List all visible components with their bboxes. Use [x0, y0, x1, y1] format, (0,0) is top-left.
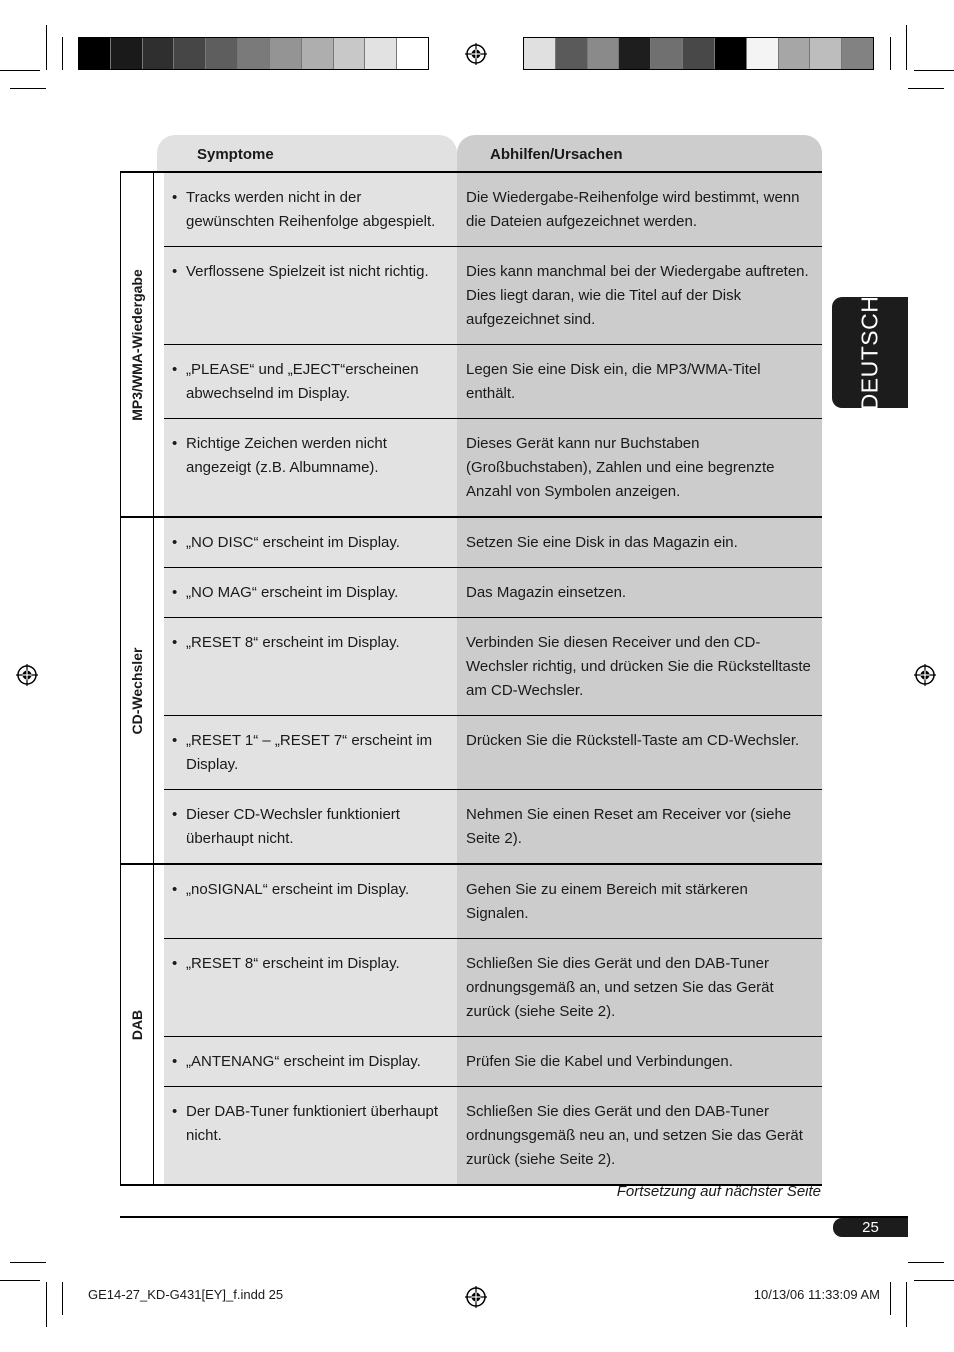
remedy-cell: Prüfen Sie die Kabel und Verbindungen. [457, 1036, 822, 1086]
table-section [120, 518, 822, 865]
section-label-cell [120, 865, 154, 1184]
crop-mark [908, 1262, 944, 1263]
color-swatch [619, 38, 651, 69]
crop-mark [46, 1282, 47, 1327]
crop-mark [62, 1282, 63, 1315]
table-row [154, 715, 822, 789]
symptom-cell: • „RESET 8“ erscheint im Display. [164, 617, 457, 715]
color-swatch [302, 38, 334, 69]
crop-mark [62, 37, 63, 70]
continuation-note: Fortsetzung auf nächster Seite [616, 1183, 821, 1200]
crop-mark [914, 70, 954, 71]
symptom-cell: • Verflossene Spielzeit ist nicht richtig. [164, 246, 457, 344]
remedy-cell: Drücken Sie die Rückstell-Taste am CD-Wechsler. [457, 715, 822, 789]
symptom-cell: • Dieser CD-Wechsler funktioniert überhaupt nicht. [164, 789, 457, 863]
remedy-cell: Setzen Sie eine Disk in das Magazin ein. [457, 518, 822, 567]
symptom-cell: • Tracks werden nicht in der gewünschten Reihenfolge abgespielt. [164, 173, 457, 246]
color-bar-left [78, 37, 429, 70]
color-swatch [747, 38, 779, 69]
crop-mark [10, 1262, 46, 1263]
remedy-cell: Schließen Sie dies Gerät und den DAB-Tuner ordnungsgemäß neu an, und setzen Sie das Gerät zurück (siehe Seite 2). [457, 1086, 822, 1184]
remedy-cell: Verbinden Sie diesen Receiver und den CD-Wechsler richtig, und drücken Sie die Rückstelltaste am CD-Wechsler. [457, 617, 822, 715]
crop-mark [46, 25, 47, 70]
table-row [154, 567, 822, 617]
color-swatch [397, 38, 428, 69]
color-swatch [206, 38, 238, 69]
color-swatch [715, 38, 747, 69]
color-swatch [270, 38, 302, 69]
color-swatch [524, 38, 556, 69]
color-bar-right [523, 37, 874, 70]
troubleshooting-table [120, 171, 822, 1186]
table-row [154, 789, 822, 863]
color-swatch [810, 38, 842, 69]
table-row [154, 246, 822, 344]
color-swatch [79, 38, 111, 69]
section-label: MP3/WMA-Wiedergabe [129, 268, 145, 421]
registration-target-icon [914, 664, 936, 686]
symptom-cell: • „RESET 1“ – „RESET 7“ erscheint im Display. [164, 715, 457, 789]
remedy-cell: Gehen Sie zu einem Bereich mit stärkeren Signalen. [457, 865, 822, 938]
section-label-cell [120, 173, 154, 516]
crop-mark [906, 25, 907, 70]
section-label: DAB [129, 1009, 145, 1040]
color-swatch [556, 38, 588, 69]
color-swatch [683, 38, 715, 69]
footer-file-info: GE14-27_KD-G431[EY]_f.indd 25 [88, 1287, 284, 1302]
crop-mark [908, 88, 944, 89]
color-swatch [174, 38, 206, 69]
color-swatch [365, 38, 397, 69]
crop-mark [10, 88, 46, 89]
color-swatch [651, 38, 683, 69]
symptom-cell: • „RESET 8“ erscheint im Display. [164, 938, 457, 1036]
symptom-cell: • „NO MAG“ erscheint im Display. [164, 567, 457, 617]
crop-mark [906, 1282, 907, 1327]
table-row [154, 173, 822, 246]
symptom-cell: • Der DAB-Tuner funktioniert überhaupt nicht. [164, 1086, 457, 1184]
table-row [154, 344, 822, 418]
table-row [154, 1086, 822, 1184]
crop-mark [890, 1282, 891, 1315]
remedy-cell: Legen Sie eine Disk ein, die MP3/WMA-Titel enthält. [457, 344, 822, 418]
symptoms-header: Symptome [157, 135, 457, 172]
crop-mark [890, 37, 891, 70]
table-row [154, 617, 822, 715]
color-swatch [238, 38, 270, 69]
table-row [154, 1036, 822, 1086]
page-number: 25 [833, 1218, 908, 1237]
registration-target-icon [465, 1286, 487, 1308]
table-row [154, 938, 822, 1036]
remedy-cell: Das Magazin einsetzen. [457, 567, 822, 617]
table-row [154, 418, 822, 516]
remedy-cell: Die Wiedergabe-Reihenfolge wird bestimmt, wenn die Dateien aufgezeichnet werden. [457, 173, 822, 246]
section-label: CD-Wechsler [129, 647, 145, 734]
symptom-cell: • „PLEASE“ und „EJECT“erscheinen abwechselnd im Display. [164, 344, 457, 418]
remedy-cell: Schließen Sie dies Gerät und den DAB-Tuner ordnungsgemäß an, und setzen Sie das Gerät zurück (siehe Seite 2). [457, 938, 822, 1036]
footer-rule [120, 1216, 908, 1218]
symptom-cell: • Richtige Zeichen werden nicht angezeigt (z.B. Albumname). [164, 418, 457, 516]
table-row [154, 518, 822, 567]
registration-target-icon [16, 664, 38, 686]
remedy-cell: Dies kann manchmal bei der Wiedergabe auftreten. Dies liegt daran, wie die Titel auf der Disk aufgezeichnet sind. [457, 246, 822, 344]
crop-mark [914, 1280, 954, 1281]
table-section [120, 865, 822, 1184]
color-swatch [334, 38, 366, 69]
table-row [154, 865, 822, 938]
color-swatch [588, 38, 620, 69]
color-swatch [111, 38, 143, 69]
color-swatch [143, 38, 175, 69]
color-swatch [779, 38, 811, 69]
crop-mark [0, 1280, 40, 1281]
symptom-cell: • „ANTENANG“ erscheint im Display. [164, 1036, 457, 1086]
remedies-header: Abhilfen/Ursachen [457, 135, 822, 172]
table-section [120, 173, 822, 518]
language-tab-label: DEUTSCH [856, 295, 883, 410]
language-tab [832, 297, 908, 408]
color-swatch [842, 38, 873, 69]
registration-target-icon [465, 43, 487, 65]
crop-mark [0, 70, 40, 71]
symptom-cell: • „noSIGNAL“ erscheint im Display. [164, 865, 457, 938]
remedy-cell: Nehmen Sie einen Reset am Receiver vor (siehe Seite 2). [457, 789, 822, 863]
section-label-cell [120, 518, 154, 863]
symptom-cell: • „NO DISC“ erscheint im Display. [164, 518, 457, 567]
remedy-cell: Dieses Gerät kann nur Buchstaben (Großbuchstaben), Zahlen und eine begrenzte Anzahl von Symbolen anzeigen. [457, 418, 822, 516]
footer-date: 10/13/06 11:33:09 AM [753, 1287, 880, 1302]
